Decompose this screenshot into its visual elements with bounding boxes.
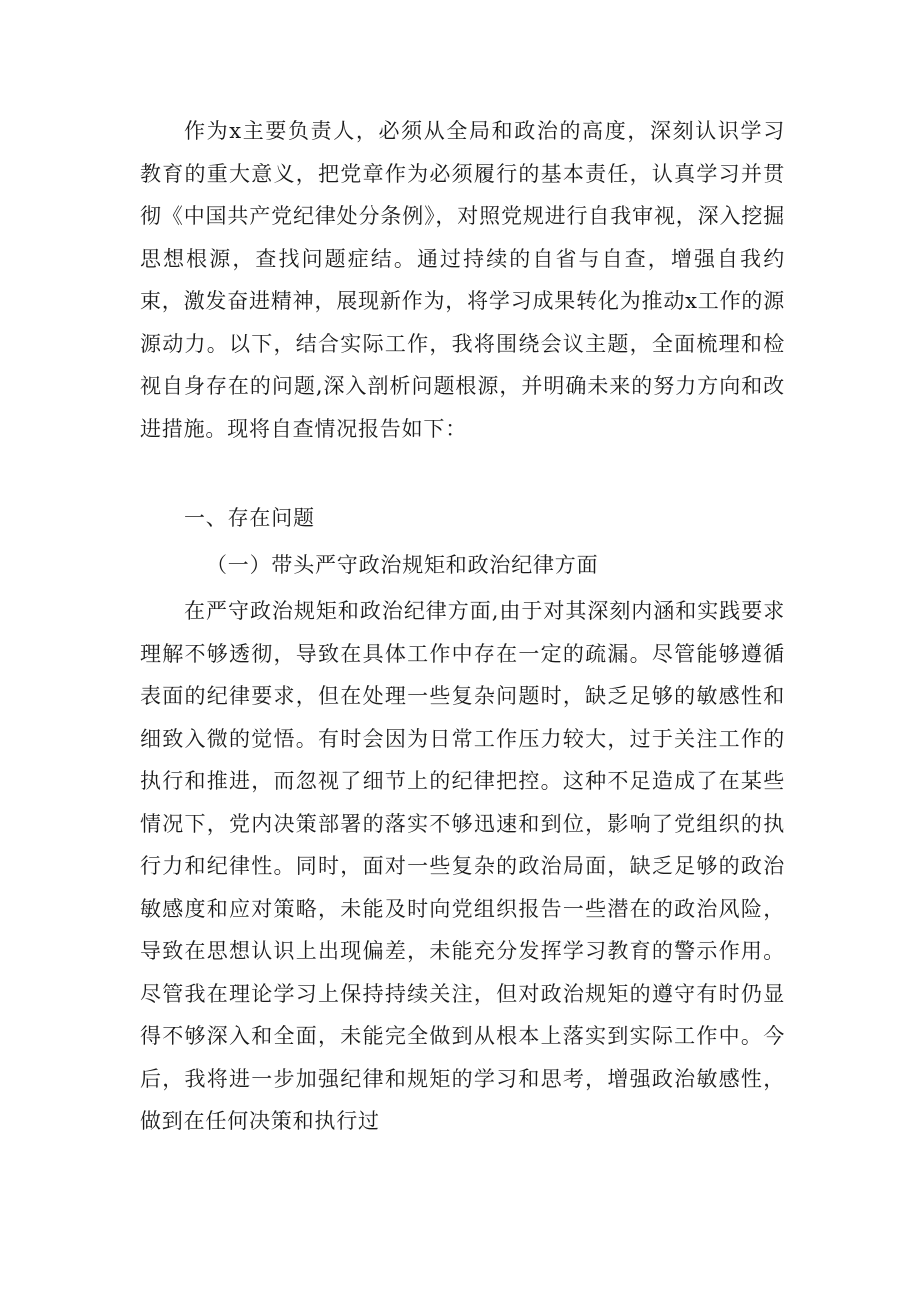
body-paragraph: 在严守政治规矩和政治纪律方面,由于对其深刻内涵和实践要求理解不够透彻，导致在具体工作中存在一定的疏漏。尽管能够遵循表面的纪律要求，但在处理一些复杂问题时，缺乏足够的敏感性和细致入微的觉悟。有时会因为日常工作压力较大，过于关注工作的执行和推进，而忽视了细节上的纪律把控。这种不足造成了在某些情况下，党内决策部署的落实不够迅速和到位，影响了党组织的执行力和纪律性。同时，面对一些复杂的政治局面，缺乏足够的政治敏感度和应对策略，未能及时向党组织报告一些潜在的政治风险，导致在思想认识上出现偏差，未能充分发挥学习教育的警示作用。尽管我在理论学习上保持持续关注，但对政治规矩的遵守有时仍显得不够深入和全面，未能完全做到从根本上落实到实际工作中。今后，我将进一步加强纪律和规矩的学习和思考，增强政治敏感性，做到在任何决策和执行过 bbox=[140, 599, 785, 1133]
intro-paragraph: 作为x主要负责人，必须从全局和政治的高度，深刻认识学习教育的重大意义，把党章作为必须履行的基本责任，认真学习并贯彻《中国共产党纪律处分条例》，对照党规进行自我审视，深入挖掘思想根源，查找问题症结。通过持续的自省与自查，增强自我约束，激发奋进精神，展现新作为，将学习成果转化为推动x工作的源源动力。以下，结合实际工作，我将围绕会议主题，全面梳理和检视自身存在的问题,深入剖析问题根源，并明确未来的努力方向和改进措施。现将自查情况报告如下： bbox=[140, 119, 785, 441]
subsection-heading: （一）带头严守政治规矩和政治纪律方面 bbox=[206, 553, 599, 577]
section-heading: 一、存在问题 bbox=[184, 506, 315, 530]
